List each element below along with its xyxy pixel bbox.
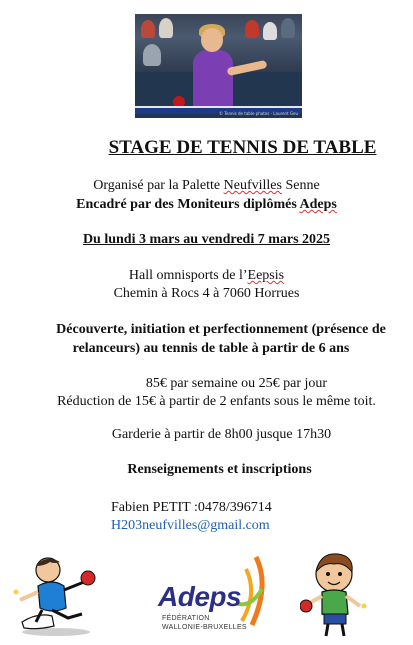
- player-body: [193, 50, 233, 110]
- description-line-2: relanceurs) au tennis de table à partir de 6 ans: [72, 341, 350, 356]
- spectator: [141, 20, 155, 38]
- adeps-sub-2: WALLONIE-BRUXELLES: [162, 624, 247, 631]
- supervised-line: [0, 196, 413, 213]
- adeps-sub-1: FÉDÉRATION: [162, 615, 210, 622]
- photo-caption: © Tennis de table photos - Laurent Geu: [218, 111, 298, 116]
- venue-line: [0, 267, 413, 284]
- player-head: [201, 28, 223, 52]
- daycare-line: Garderie à partir de 8h00 jusque 17h30: [111, 427, 332, 442]
- organiser-line: [0, 177, 413, 194]
- spectator: [159, 18, 173, 38]
- dates-line: Du lundi 3 mars au vendredi 7 mars 2025: [82, 232, 331, 247]
- cartoon-player-left-icon: [8, 552, 104, 638]
- venue-prefix: Hall omnisports de l’: [128, 268, 248, 283]
- spectator: [263, 22, 277, 40]
- contact-email[interactable]: H203neufvilles@gmail.com: [111, 518, 270, 533]
- adeps-wordmark: Adeps: [158, 581, 242, 612]
- venue-name: Eepsis: [247, 268, 285, 283]
- spectator: [281, 18, 295, 38]
- description-line-1: Découverte, initiation et perfectionnement (présence de: [56, 322, 386, 337]
- organiser-prefix: Organisé par la Palette: [93, 178, 224, 193]
- spectator: [245, 20, 259, 38]
- flyer-title: STAGE DE TENNIS DE TABLE: [108, 137, 377, 158]
- price-line: 85€ par semaine ou 25€ par jour: [145, 376, 328, 391]
- supervised-org: Adeps: [299, 197, 337, 212]
- spectator: [143, 44, 161, 66]
- organiser-name: Neufvilles: [223, 178, 282, 193]
- info-heading: Renseignements et inscriptions: [127, 462, 312, 477]
- address-line: Chemin à Rocs 4 à 7060 Horrues: [113, 286, 300, 301]
- table-tennis-photo: [135, 14, 302, 118]
- supervised-prefix: Encadré par des Moniteurs diplômés: [76, 197, 300, 212]
- cartoon-boy-right-icon: [300, 550, 376, 640]
- adeps-logo: [152, 555, 270, 637]
- organiser-suffix: Senne: [281, 178, 320, 193]
- discount-line: Réduction de 15€ à partir de 2 enfants sous le même toit.: [57, 394, 376, 409]
- contact-name-phone: Fabien PETIT :0478/396714: [111, 500, 272, 515]
